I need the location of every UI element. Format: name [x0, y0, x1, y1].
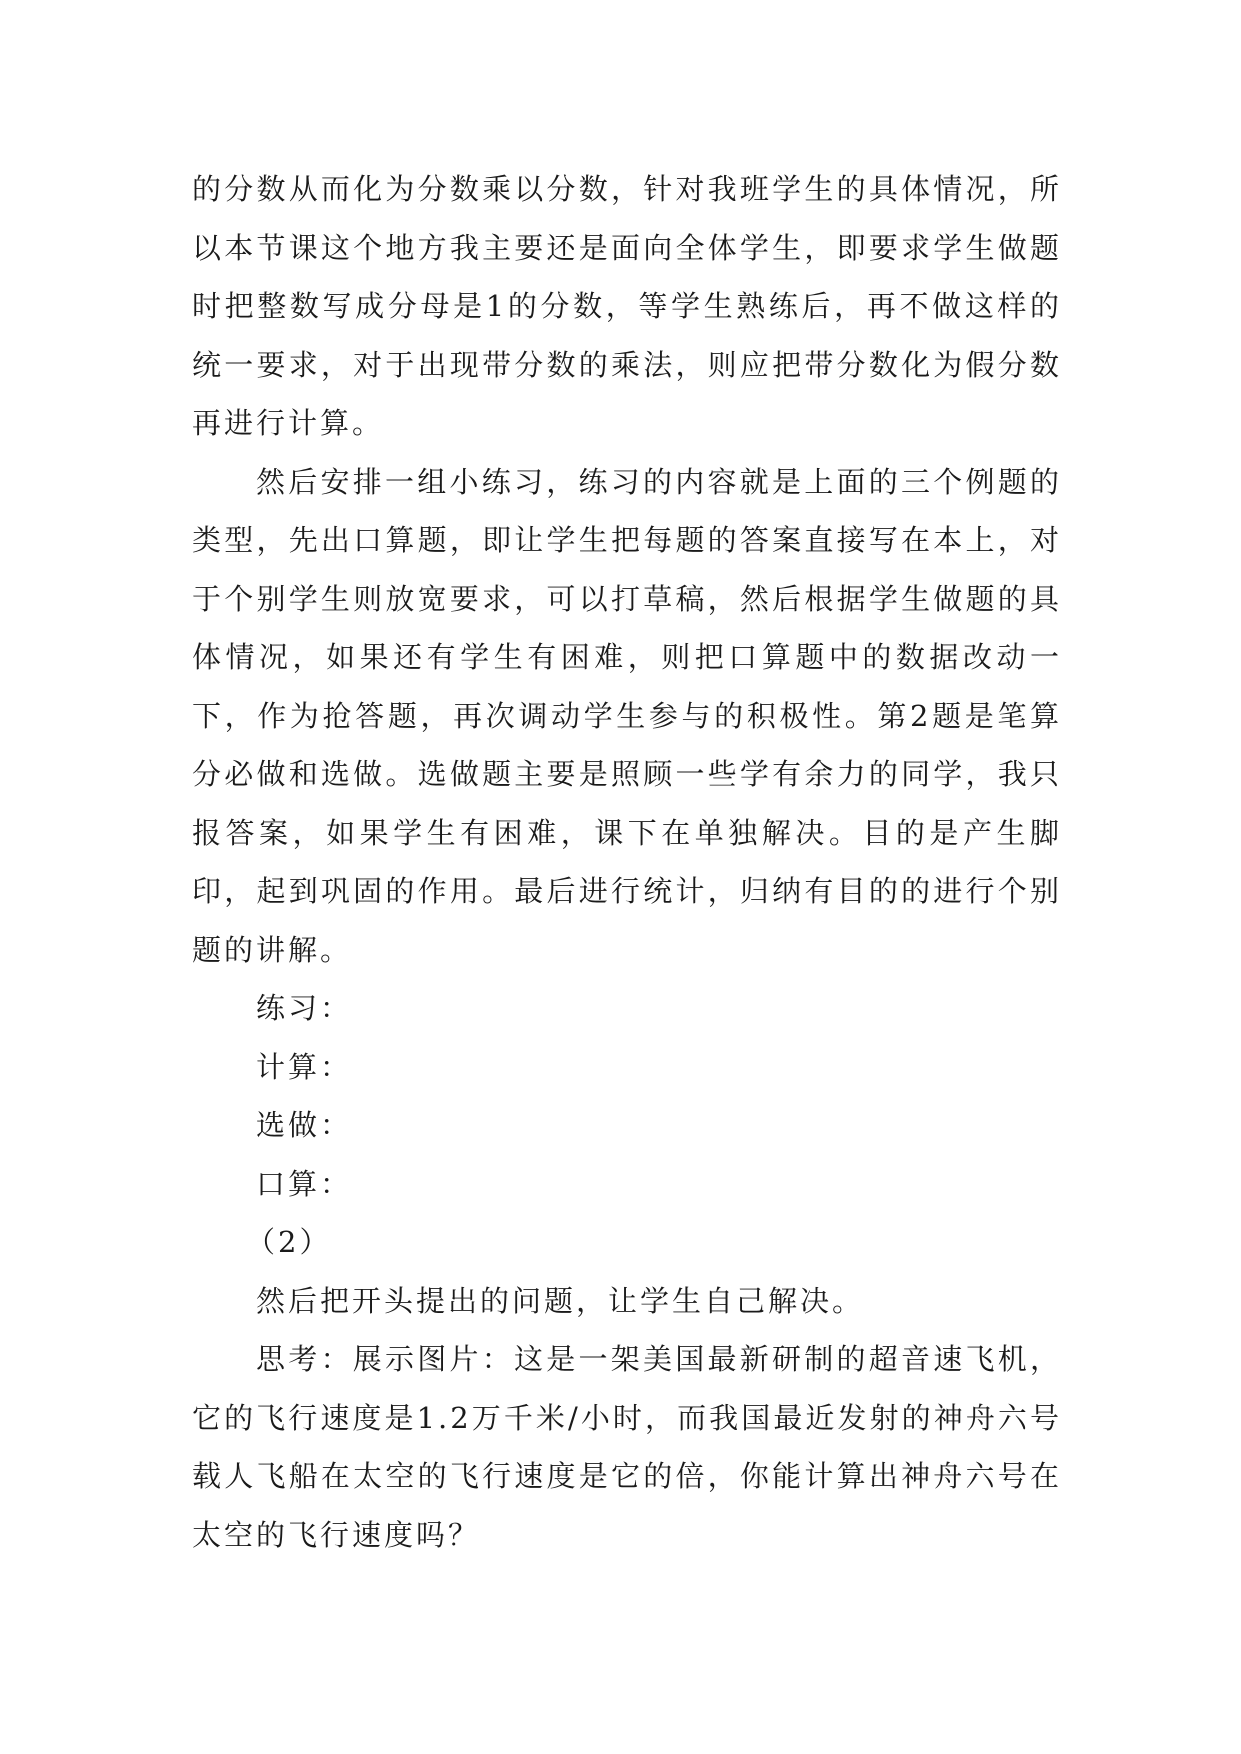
- paragraph-continuation: 的分数从而化为分数乘以分数，针对我班学生的具体情况，所以本节课这个地方我主要还是面向全体学生，即要求学生做题时把整数写成分母是1的分数，等学生熟练后，再不做这样的统一要求，对于出现带分数的乘法，则应把带分数化为假分数再进行计算。: [192, 172, 1062, 440]
- section-number: （2）: [246, 1225, 332, 1259]
- paragraph-solve-question: 然后把开头提出的问题，让学生自己解决。: [256, 1283, 865, 1318]
- document-body: [192, 160, 1062, 1564]
- label-calculation: 计算：: [256, 1049, 353, 1084]
- label-mental-math: 口算：: [256, 1166, 353, 1201]
- paragraph-practice-arrangement: 然后安排一组小练习，练习的内容就是上面的三个例题的类型，先出口算题，即让学生把每题的答案直接写在本上，对于个别学生则放宽要求，可以打草稿，然后根据学生做题的具体情况，如果还有学生有困难，则把口算题中的数据改动一下，作为抢答题，再次调动学生参与的积极性。第2题是笔算分必做和选做。选做题主要是照顾一些学有余力的同学，我只报答案，如果学生有困难，课下在单独解决。目的是产生脚印，起到巩固的作用。最后进行统计，归纳有目的的进行个别题的讲解。: [192, 464, 1062, 967]
- label-optional: 选做：: [256, 1108, 353, 1142]
- paragraph-thinking: 思考：展示图片：这是一架美国最新研制的超音速飞机，它的飞行速度是1.2万千米/小时，而我国最近发射的神舟六号载人飞船在太空的飞行速度是它的倍，你能计算出神舟六号在太空的飞行速度吗？: [192, 1342, 1062, 1552]
- label-practice: 练习：: [256, 991, 353, 1025]
